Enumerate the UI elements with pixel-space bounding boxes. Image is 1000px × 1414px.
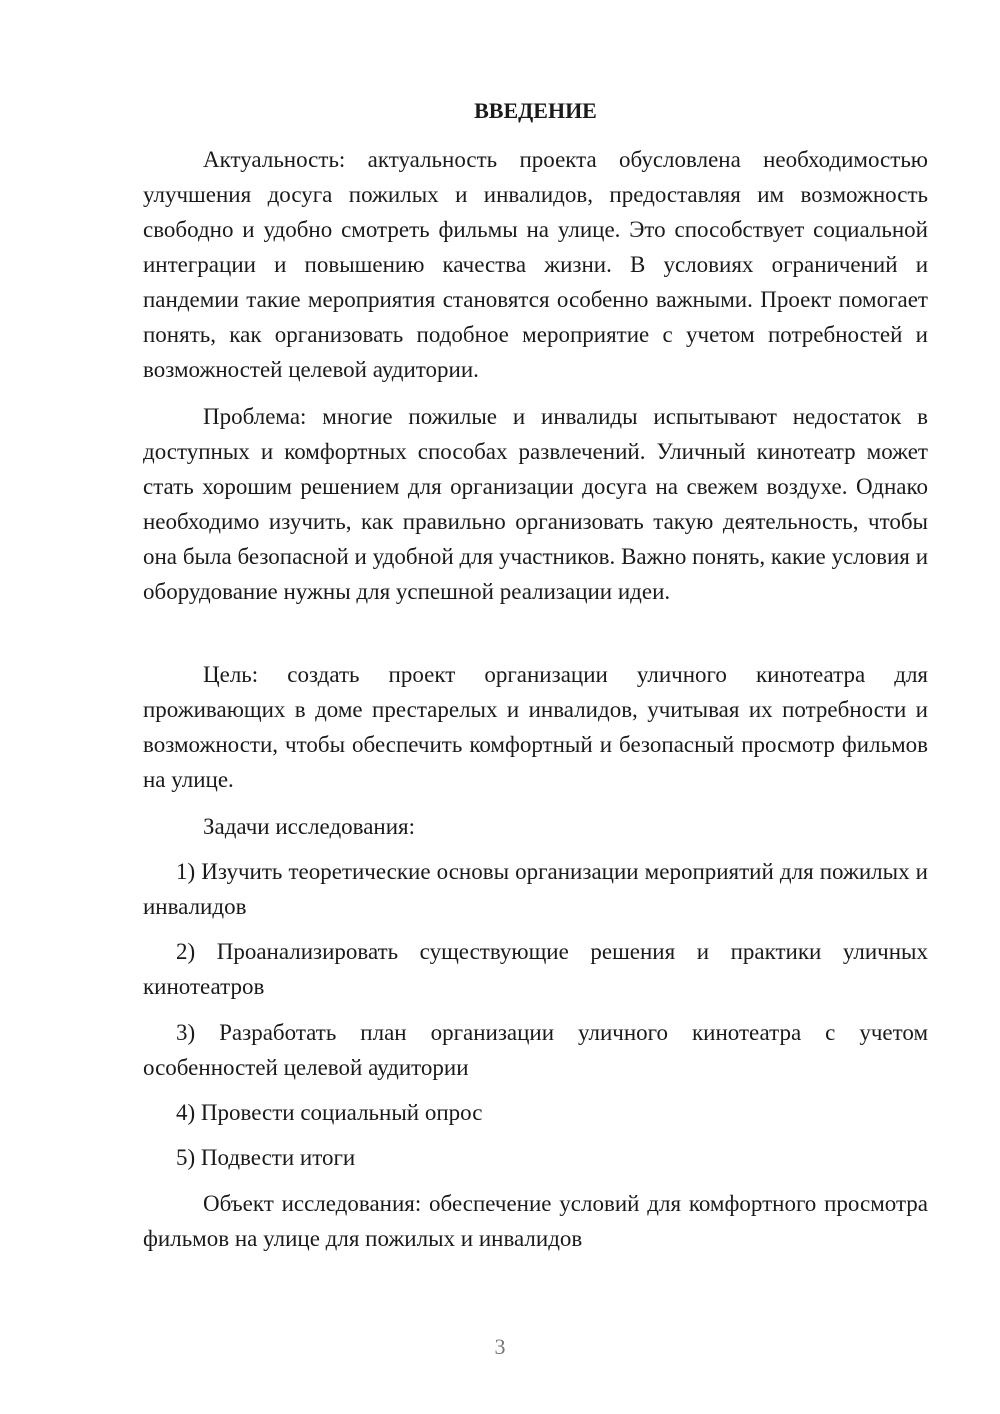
paragraph-problem: Проблема: многие пожилые и инвалиды испытывают недостаток в доступных и комфортных способах развлечений. Уличный кинотеатр может стать хорошим решением для организации досуга на свежем воздухе. Однако необходимо изучить, как правильно организовать такую деятельность, чтобы она была безопасной и удобной для участников. Важно понять, какие условия и оборудование нужны для успешной реализации идеи.	[143, 404, 928, 604]
list-item-task-1: 1) Изучить теоретические основы организации мероприятий для пожилых и инвалидов	[143, 859, 928, 919]
list-item-task-3: 3) Разработать план организации уличного кинотеатра с учетом особенностей целевой аудитории	[143, 1020, 928, 1080]
paragraph-tasks-title: Задачи исследования:	[203, 814, 416, 839]
paragraph-relevance: Актуальность: актуальность проекта обусловлена необходимостью улучшения досуга пожилых и инвалидов, предоставляя им возможность свободно и удобно смотреть фильмы на улице. Это способствует социальной интеграции и повышению качества жизни. В условиях ограничений и пандемии такие мероприятия становятся особенно важными. Проект помогает понять, как организовать подобное мероприятие с учетом потребностей и возможностей целевой аудитории.	[143, 147, 928, 382]
paragraph-object: Объект исследования: обеспечение условий для комфортного просмотра фильмов на улице для пожилых и инвалидов	[143, 1191, 928, 1251]
paragraph-goal: Цель: создать проект организации уличного кинотеатра для проживающих в доме престарелых и инвалидов, учитывая их потребности и возможности, чтобы обеспечить комфортный и безопасный просмотр фильмов на улице.	[143, 662, 928, 792]
list-item-task-2: 2) Проанализировать существующие решения и практики уличных кинотеатров	[143, 939, 928, 999]
page-number: 3	[494, 1334, 506, 1359]
page-title: ВВЕДЕНИЕ	[474, 98, 597, 123]
list-item-task-5: 5) Подвести итоги	[176, 1145, 356, 1170]
list-item-task-4: 4) Провести социальный опрос	[176, 1100, 483, 1125]
